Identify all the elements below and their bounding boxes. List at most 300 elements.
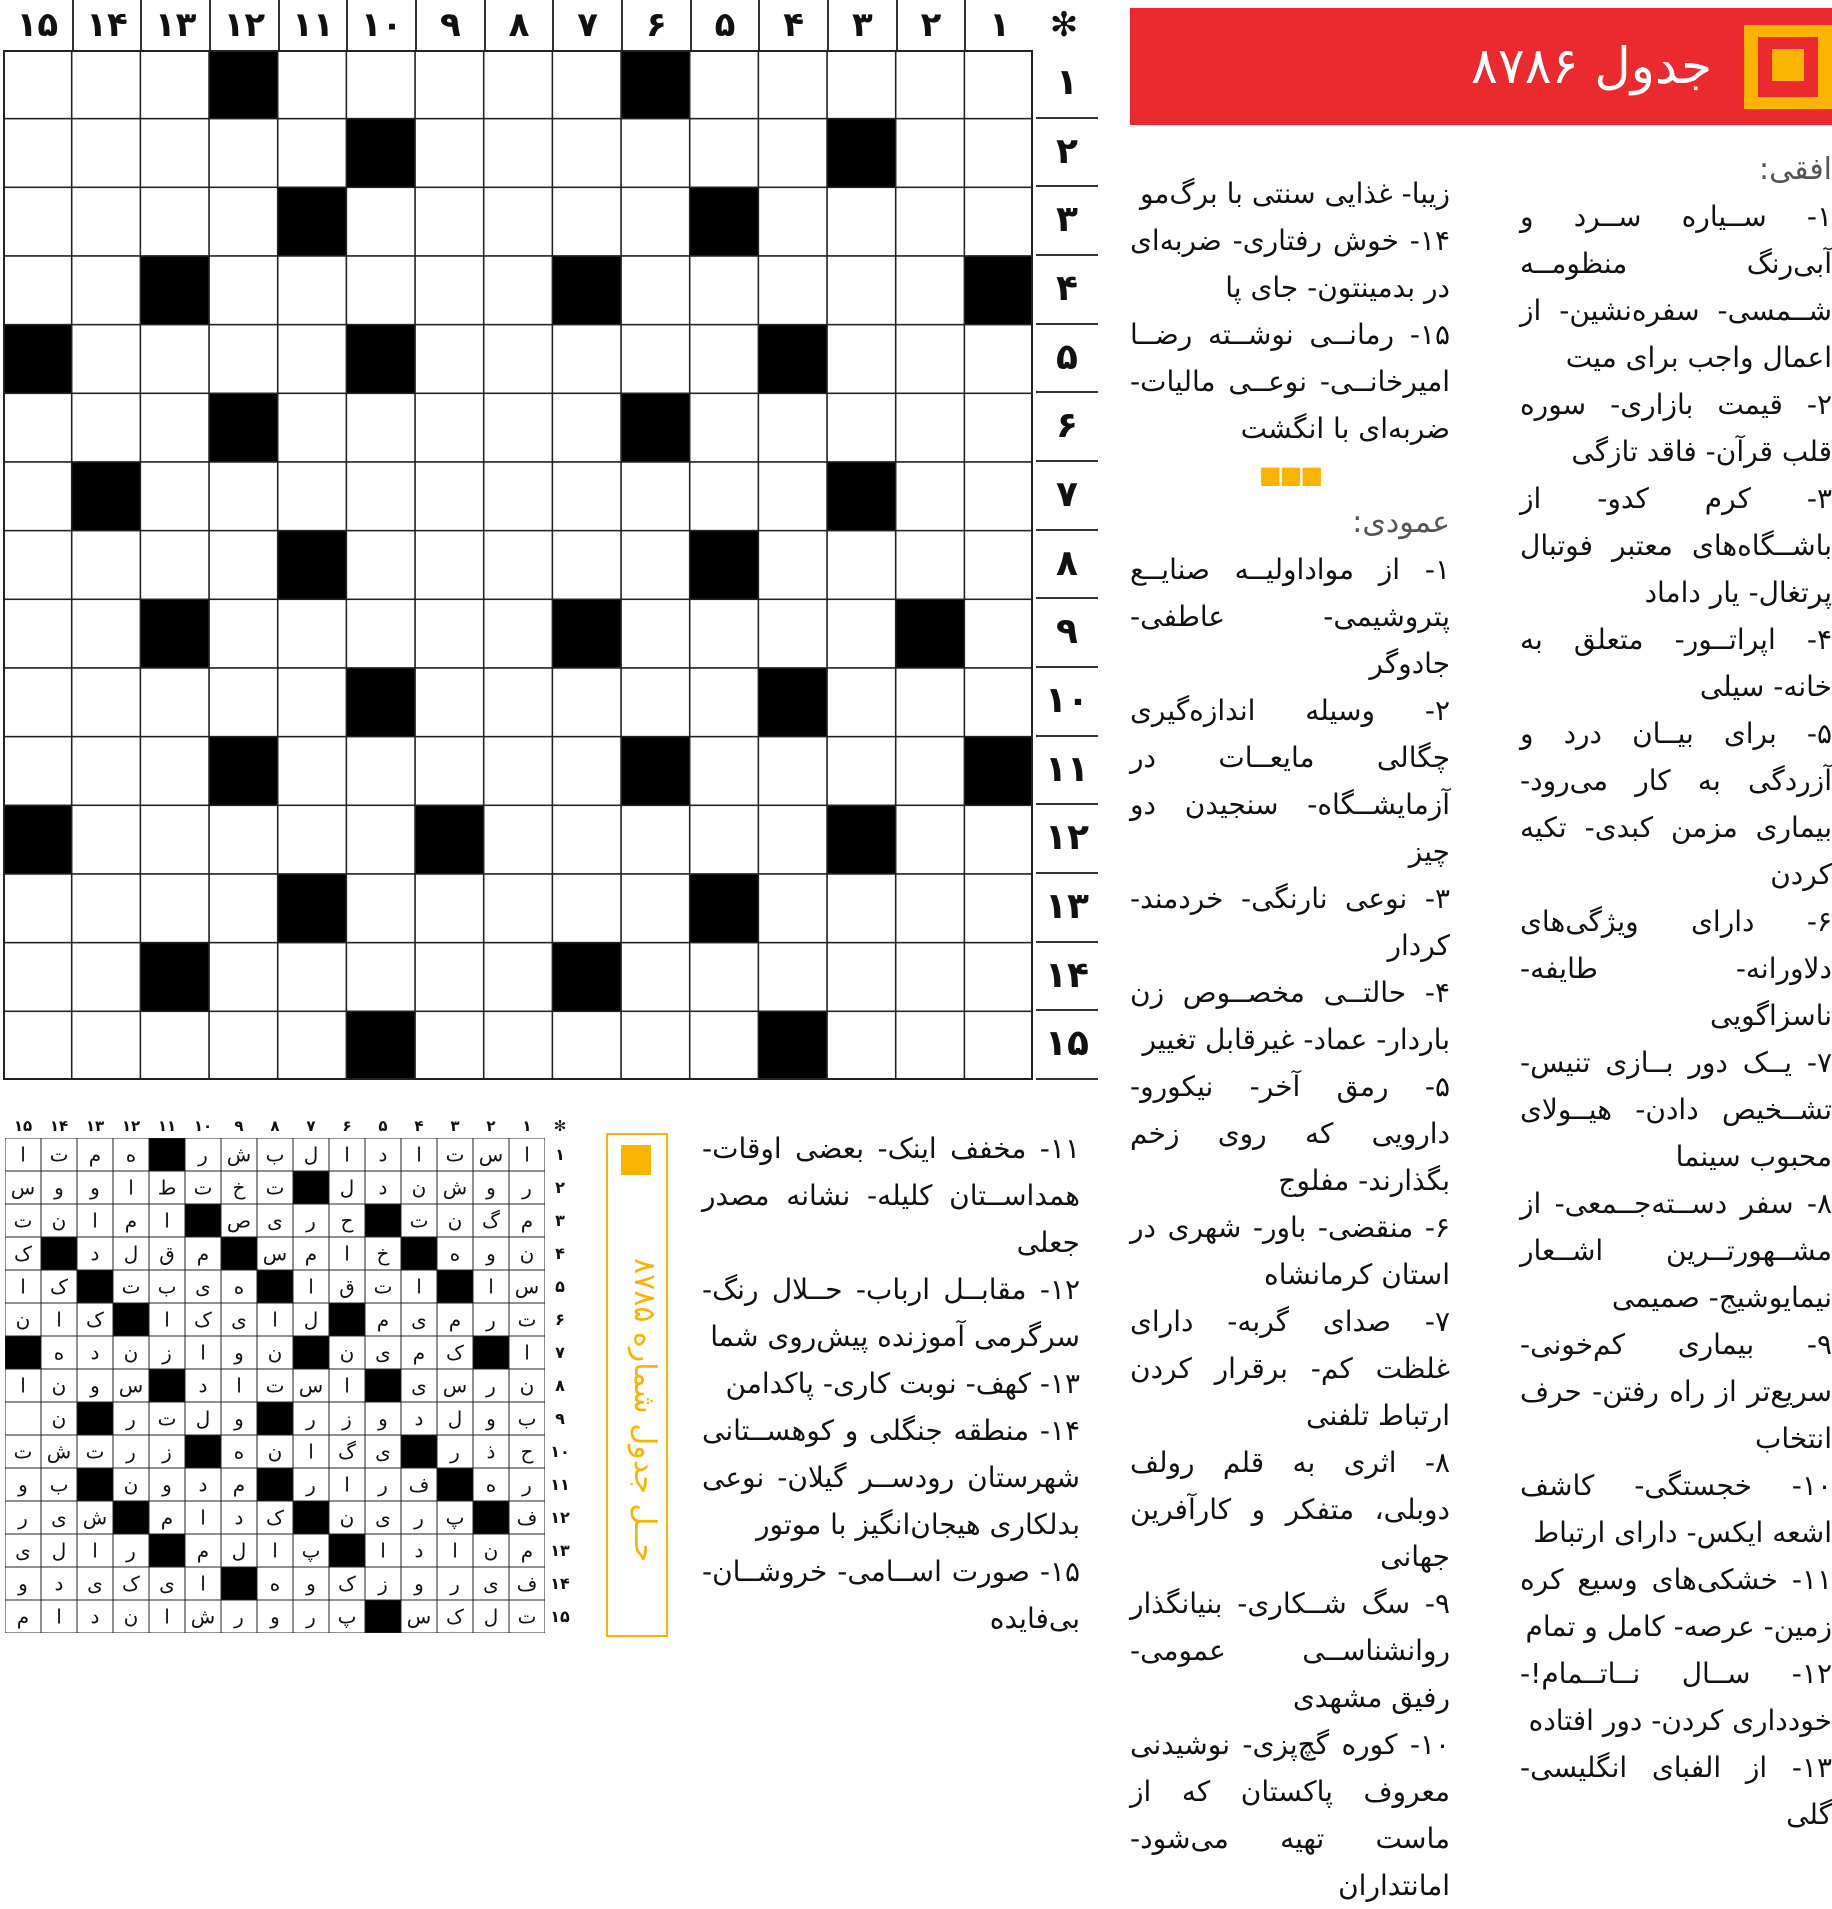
grid-cell[interactable] [827,187,896,256]
grid-cell[interactable] [552,1011,621,1080]
row-number: ۹ [1036,599,1098,668]
grid-cell[interactable] [278,393,347,462]
grid-cell[interactable] [827,668,896,737]
logo-icon [621,1145,651,1175]
grid-cell[interactable] [72,393,141,462]
grid-cell[interactable] [72,531,141,600]
clue-h-14: ۱۴- خوش رفتاری- ضربه‌ای در بدمینتون- جای پا [1130,224,1450,304]
grid-cell[interactable] [964,599,1033,668]
grid-cell[interactable] [896,325,965,394]
grid-cell[interactable] [484,599,553,668]
row-number: ۱۰ [1036,668,1098,737]
grid-cell[interactable] [72,805,141,874]
solution-row-numbers [545,1138,575,1633]
grid-cell[interactable] [964,943,1033,1012]
grid-cell[interactable] [552,393,621,462]
solution-grid [5,1138,545,1633]
solution-letter: و [234,1406,244,1431]
solution-column-number: ۴ [414,1117,424,1135]
grid-cell[interactable] [827,256,896,325]
grid-cell[interactable] [896,531,965,600]
grid-cell[interactable] [415,943,484,1012]
grid-cell[interactable] [484,50,553,119]
grid-cell[interactable] [758,805,827,874]
solution-black-cell [149,1138,185,1171]
grid-cell[interactable] [346,462,415,531]
solution-letter: ن [267,1439,283,1464]
grid-cell[interactable] [552,50,621,119]
grid-cell[interactable] [484,805,553,874]
grid-cell[interactable] [758,187,827,256]
grid-cell[interactable] [3,462,72,531]
grid-cell[interactable] [415,668,484,737]
solution-letter: ن [339,1505,355,1530]
clue-v-9: ۹- سگ شــکاری- بنیانگذار روانشناســی عمومی- رفیق مشهدی [1130,1587,1450,1714]
grid-cell[interactable] [346,805,415,874]
grid-cell[interactable] [896,119,965,188]
column-number: ۱ [964,0,1033,50]
grid-cell[interactable] [484,531,553,600]
grid-cell[interactable] [415,1011,484,1080]
solution-letter: س [118,1373,144,1398]
grid-cell[interactable] [690,256,759,325]
grid-cell[interactable] [964,119,1033,188]
grid-cell[interactable] [72,187,141,256]
grid-cell[interactable] [3,1011,72,1080]
grid-cell[interactable] [72,668,141,737]
solution-letter: گ [482,1208,500,1233]
solution-letter: ز [378,1571,388,1596]
grid-cell[interactable] [690,393,759,462]
grid-cell[interactable] [896,187,965,256]
black-cell [209,50,278,119]
grid-cell[interactable] [72,325,141,394]
solution-letter: م [232,1472,246,1497]
solution-black-cell [365,1369,401,1402]
grid-cell[interactable] [690,737,759,806]
column-number: ۱۲ [209,0,278,50]
grid-cell[interactable] [346,737,415,806]
grid-cell[interactable] [827,393,896,462]
grid-cell[interactable] [896,805,965,874]
grid-cell[interactable] [758,462,827,531]
black-cell [758,325,827,394]
black-cell [758,668,827,737]
grid-cell[interactable] [621,943,690,1012]
grid-cell[interactable] [896,393,965,462]
grid-cell[interactable] [209,874,278,943]
solution-letter: ت [13,1208,33,1233]
clue-v-10: ۱۰- کوره گچ‌پزی- نوشیدنی معروف پاکستان که از ماست تهیه می‌شود- امانتداران [1130,1728,1450,1902]
solution-letter: ا [308,1439,314,1464]
grid-cell[interactable] [552,325,621,394]
grid-cell[interactable] [278,119,347,188]
grid-cell[interactable] [621,668,690,737]
solution-letter: د [90,1340,100,1365]
grid-cell[interactable] [827,874,896,943]
solution-letter: ف [516,1505,538,1530]
grid-cell[interactable] [209,599,278,668]
grid-cell[interactable] [964,531,1033,600]
solution-letter: ا [236,1373,242,1398]
grid-cell[interactable] [964,1011,1033,1080]
black-cell [278,531,347,600]
grid-cell[interactable] [209,325,278,394]
grid-cell[interactable] [209,531,278,600]
solution-row-number: ۴ [555,1244,565,1263]
clue-h-8: ۸- سفر دســته‌جــمعی- از مشــهورتــرین اشــعار نیمایوشیج- صمیمی [1520,1187,1832,1314]
solution-letter: ن [51,1373,67,1398]
solution-column-number: ۳ [450,1117,460,1135]
horizontal-clues-title: افقی: [1759,152,1832,187]
grid-cell[interactable] [278,737,347,806]
row-number: ۸ [1036,531,1098,600]
grid-cell[interactable] [621,1011,690,1080]
solution-letter: ت [85,1439,105,1464]
grid-cell[interactable] [690,462,759,531]
solution-letter: س [478,1142,504,1167]
solution-letter: ا [344,1472,350,1497]
grid-cell[interactable] [758,256,827,325]
solution-row-number: ۹ [555,1409,565,1428]
solution-letter: ر [450,1439,460,1464]
grid-cell[interactable] [209,187,278,256]
grid-cell[interactable] [3,187,72,256]
grid-cell[interactable] [758,119,827,188]
grid-cell[interactable] [758,874,827,943]
grid-cell[interactable] [484,187,553,256]
grid-cell[interactable] [827,531,896,600]
grid-cell[interactable] [278,668,347,737]
solution-letter: ا [128,1175,134,1200]
grid-cell[interactable] [690,325,759,394]
grid-cell[interactable] [552,531,621,600]
solution-letter: ب [157,1274,177,1299]
solution-letter: د [198,1373,208,1398]
grid-cell[interactable] [964,393,1033,462]
solution-letter: ح [520,1439,534,1464]
grid-cell[interactable] [621,187,690,256]
solution-letter: ق [159,1241,175,1266]
row-number: ۶ [1036,393,1098,462]
grid-cell[interactable] [621,805,690,874]
clue-h-1: ۱- ســیاره ســرد و آبی‌رنگ منظومــه شــمسی- سفره‌نشین- از اعمال واجب برای میت [1520,200,1832,374]
solution-letter: ا [344,1373,350,1398]
grid-cell[interactable] [415,531,484,600]
solution-letter: ف [516,1571,538,1596]
grid-cell[interactable] [278,325,347,394]
black-cell [346,325,415,394]
solution-letter: د [198,1472,208,1497]
grid-cell[interactable] [140,874,209,943]
grid-cell[interactable] [72,256,141,325]
row-number: ۱۲ [1036,805,1098,874]
grid-cell[interactable] [3,393,72,462]
grid-cell[interactable] [415,187,484,256]
solution-letter: ک [446,1604,464,1629]
grid-cell[interactable] [3,50,72,119]
grid-cell[interactable] [346,874,415,943]
solution-black-cell [257,1270,293,1303]
grid-cell[interactable] [621,256,690,325]
grid-cell[interactable] [140,668,209,737]
solution-letter: م [124,1208,138,1233]
grid-cell[interactable] [621,325,690,394]
grid-cell[interactable] [552,874,621,943]
grid-cell[interactable] [278,599,347,668]
solution-letter: پ [301,1538,321,1563]
grid-cell[interactable] [415,50,484,119]
grid-cell[interactable] [690,599,759,668]
solution-letter: ش [190,1604,216,1629]
grid-cell[interactable] [209,256,278,325]
grid-cell[interactable] [621,119,690,188]
solution-letter: ل [231,1538,247,1563]
clue-h-10: ۱۰- خجستگی- کاشف اشعه ایکس- دارای ارتباط [1520,1469,1832,1549]
grid-cell[interactable] [3,874,72,943]
grid-cell[interactable] [3,531,72,600]
column-number: ۱۰ [346,0,415,50]
grid-cell[interactable] [140,805,209,874]
grid-cell[interactable] [72,599,141,668]
grid-cell[interactable] [140,737,209,806]
crossword-grid[interactable] [3,50,1033,1080]
solution-letter: ر [126,1538,136,1563]
grid-cell[interactable] [415,393,484,462]
solution-letter: ن [51,1208,67,1233]
grid-cell[interactable] [964,325,1033,394]
grid-cell[interactable] [552,462,621,531]
grid-cell[interactable] [758,599,827,668]
grid-cell[interactable] [552,187,621,256]
solution-letter: ر [486,1307,496,1332]
grid-cell[interactable] [278,805,347,874]
grid-cell[interactable] [896,737,965,806]
solution-letter: ق [339,1274,355,1299]
grid-cell[interactable] [484,256,553,325]
grid-cell[interactable] [484,462,553,531]
solution-letter: س [262,1241,288,1266]
solution-letter: ک [338,1571,356,1596]
grid-cell[interactable] [827,599,896,668]
grid-cell[interactable] [552,668,621,737]
grid-cell[interactable] [896,256,965,325]
grid-cell[interactable] [140,393,209,462]
grid-cell[interactable] [552,805,621,874]
grid-cell[interactable] [72,50,141,119]
solution-letter: ف [408,1472,430,1497]
grid-cell[interactable] [415,737,484,806]
grid-cell[interactable] [3,599,72,668]
grid-cell[interactable] [3,256,72,325]
grid-cell[interactable] [690,119,759,188]
grid-cell[interactable] [346,531,415,600]
grid-cell[interactable] [690,668,759,737]
solution-letter: د [54,1571,64,1596]
solution-letter: د [90,1604,100,1629]
solution-black-cell [257,1468,293,1501]
grid-cell[interactable] [964,874,1033,943]
grid-cell[interactable] [552,737,621,806]
grid-cell[interactable] [209,668,278,737]
solution-black-cell [293,1501,329,1534]
clue-h-13: ۱۳- از الفبای انگلیسی- گلی [1520,1751,1832,1831]
grid-cell[interactable] [484,943,553,1012]
grid-cell[interactable] [209,943,278,1012]
grid-cell[interactable] [209,462,278,531]
grid-cell[interactable] [209,1011,278,1080]
grid-cell[interactable] [621,462,690,531]
grid-cell[interactable] [346,599,415,668]
grid-cell[interactable] [827,325,896,394]
grid-cell[interactable] [896,668,965,737]
solution-letter: ل [303,1142,319,1167]
grid-cell[interactable] [621,874,690,943]
solution-row-number: ۱۰ [550,1442,570,1461]
grid-cell[interactable] [896,874,965,943]
grid-cell[interactable] [346,50,415,119]
black-cell [827,462,896,531]
solution-letter: ا [20,1373,26,1398]
grid-cell[interactable] [3,943,72,1012]
solution-letter: ی [411,1373,427,1398]
grid-cell[interactable] [278,462,347,531]
grid-cell[interactable] [72,119,141,188]
grid-cell[interactable] [415,119,484,188]
grid-cell[interactable] [278,256,347,325]
solution-letter: ا [200,1571,206,1596]
solution-black-cell [401,1435,437,1468]
grid-cell[interactable] [827,943,896,1012]
grid-cell[interactable] [758,393,827,462]
solution-letter: ی [15,1538,31,1563]
solution-letter: ن [411,1175,427,1200]
grid-cell[interactable] [72,1011,141,1080]
grid-cell[interactable] [484,874,553,943]
clue-v-2: ۲- وسیله اندازه‌گیری چگالی مایعــات در آزمایشــگاه- سنجیدن دو چیز [1130,694,1450,868]
grid-cell[interactable] [758,531,827,600]
grid-cell[interactable] [278,1011,347,1080]
grid-cell[interactable] [758,50,827,119]
solution-letter: س [10,1175,36,1200]
grid-cell[interactable] [3,737,72,806]
solution-letter: ش [46,1439,72,1464]
grid-cell[interactable] [827,737,896,806]
grid-cell[interactable] [209,805,278,874]
grid-cell[interactable] [278,50,347,119]
clue-h-6: ۶- دارای ویژگی‌های دلاورانه- طایفه- ناسزاگویی [1520,905,1832,1032]
grid-cell[interactable] [896,462,965,531]
grid-cell[interactable] [690,50,759,119]
grid-cell[interactable] [484,668,553,737]
grid-cell[interactable] [621,599,690,668]
grid-cell[interactable] [690,1011,759,1080]
grid-cell[interactable] [758,737,827,806]
black-cell [964,256,1033,325]
solution-letter: ر [306,1604,316,1629]
black-cell [552,599,621,668]
grid-cell[interactable] [209,119,278,188]
solution-letter: د [90,1241,100,1266]
grid-cell[interactable] [72,943,141,1012]
grid-cell[interactable] [964,805,1033,874]
grid-cell[interactable] [964,668,1033,737]
grid-cell[interactable] [415,325,484,394]
grid-cell[interactable] [140,325,209,394]
solution-letter: ه [53,1340,65,1365]
grid-cell[interactable] [896,943,965,1012]
grid-cell[interactable] [140,531,209,600]
grid-cell[interactable] [964,462,1033,531]
solution-letter: م [196,1538,210,1563]
grid-cell[interactable] [484,325,553,394]
solution-black-cell [5,1336,41,1369]
grid-cell[interactable] [484,737,553,806]
grid-cell[interactable] [140,462,209,531]
solution-letter: ا [164,1208,170,1233]
grid-cell[interactable] [346,943,415,1012]
grid-cell[interactable] [3,668,72,737]
grid-cell[interactable] [827,1011,896,1080]
grid-cell[interactable] [346,187,415,256]
grid-cell[interactable] [484,119,553,188]
solution-letter: ر [306,1472,316,1497]
column-number: ۱۱ [278,0,347,50]
solution-letter: ل [339,1175,355,1200]
grid-cell[interactable] [346,256,415,325]
grid-cell[interactable] [72,737,141,806]
grid-cell[interactable] [690,943,759,1012]
grid-cell[interactable] [3,119,72,188]
grid-cell[interactable] [415,462,484,531]
grid-cell[interactable] [827,50,896,119]
grid-cell[interactable] [552,119,621,188]
solution-letter: د [234,1505,244,1530]
grid-cell[interactable] [140,1011,209,1080]
clue-h-15: ۱۵- رمانــی نوشــته رضــا امیرخانــی- نوعــی مالیات- ضربه‌ای با انگشت [1130,318,1450,445]
grid-cell[interactable] [964,187,1033,256]
black-cell [758,1011,827,1080]
grid-cell[interactable] [140,187,209,256]
grid-cell[interactable] [415,256,484,325]
grid-cell[interactable] [140,50,209,119]
solution-letter: و [378,1406,388,1431]
grid-cell[interactable] [415,874,484,943]
grid-cell[interactable] [415,599,484,668]
grid-cell[interactable] [484,393,553,462]
grid-cell[interactable] [72,874,141,943]
grid-cell[interactable] [278,943,347,1012]
grid-cell[interactable] [140,119,209,188]
grid-cell[interactable] [346,393,415,462]
grid-cell[interactable] [896,1011,965,1080]
solution-column-number: ۱۳ [85,1117,105,1135]
grid-cell[interactable] [896,50,965,119]
grid-cell[interactable] [690,805,759,874]
solution-letter: ب [265,1142,285,1167]
black-cell [209,737,278,806]
grid-cell[interactable] [621,531,690,600]
grid-cell[interactable] [758,943,827,1012]
grid-cell[interactable] [484,1011,553,1080]
black-cell [140,943,209,1012]
solution-row-number: ۱۳ [550,1541,570,1560]
solution-row-number: ۵ [555,1277,565,1296]
solution-letter: ا [164,1307,170,1332]
solution-row-number: ۶ [555,1310,565,1329]
solution-letter: ا [272,1307,278,1332]
grid-cell[interactable] [964,50,1033,119]
